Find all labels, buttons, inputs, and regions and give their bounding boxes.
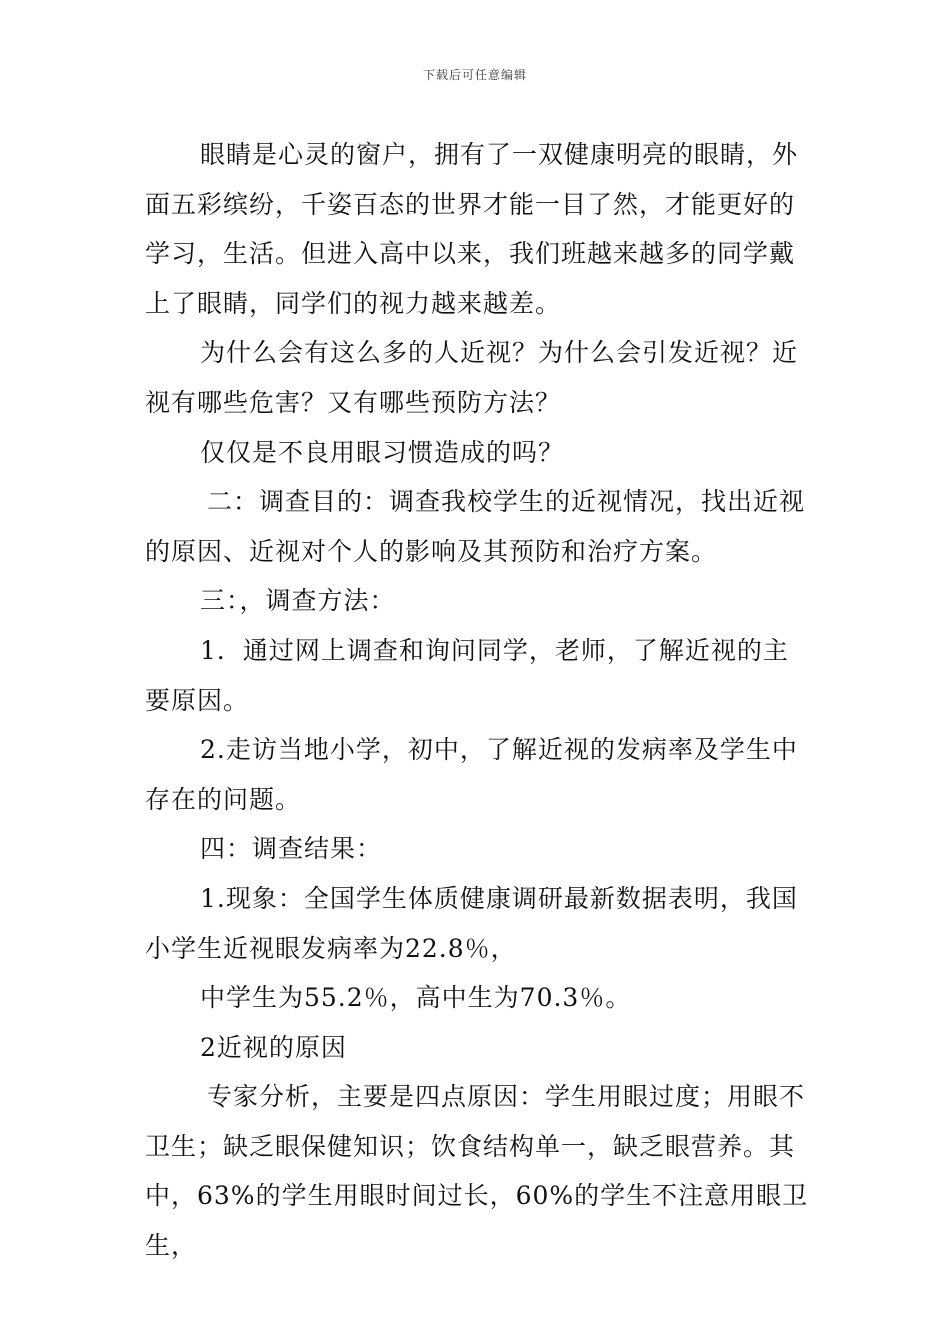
paragraph-method-1: 1．通过网上调查和询问同学，老师，了解近视的主要原因。 [145,635,789,715]
paragraph-intro: 眼睛是心灵的窗户，拥有了一双健康明亮的眼睛，外面五彩缤纷，千姿百态的世界才能一目了然，才能更好的学习，生活。但进入高中以来，我们班越来越多的同学戴上了眼睛，同学们的视力越来越差。 [145,140,799,318]
document-body [145,130,810,1271]
page-header: 下载后可任意编辑 [422,68,527,82]
paragraph-expert-analysis: 专家分析，主要是四点原因：学生用眼过度；用眼不卫生；缺乏眼保健知识；饮食结构单一，缺乏眼营养。其中，63%的学生用眼时间过长，60%的学生不注意用眼卫生， [145,1082,809,1261]
heading-myopia-causes: 2近视的原因 [200,1032,347,1062]
paragraph-survey-purpose: 二：调查目的：调查我校学生的近视情况，找出近视的原因、近视对个人的影响及其预防和治疗方案。 [145,487,806,566]
heading-survey-method: 三：，调查方法： [200,586,396,616]
paragraph-method-2: 2.走访当地小学，初中，了解近视的发病率及学生中存在的问题。 [145,735,798,814]
paragraph-questions: 为什么会有这么多的人近视？为什么会引发近视？近视有哪些危害？又有哪些预防方法？ [145,338,799,417]
paragraph-habit-question: 仅仅是不良用眼习惯造成的吗？ [200,437,565,467]
heading-survey-results: 四：调查结果： [200,834,383,864]
paragraph-result-rates: 中学生为55.2％，高中生为70.3％。 [200,983,632,1013]
paragraph-result-phenomenon: 1.现象：全国学生体质健康调研最新数据表明，我国小学生近视眼发病率为22.8％， [145,883,798,963]
